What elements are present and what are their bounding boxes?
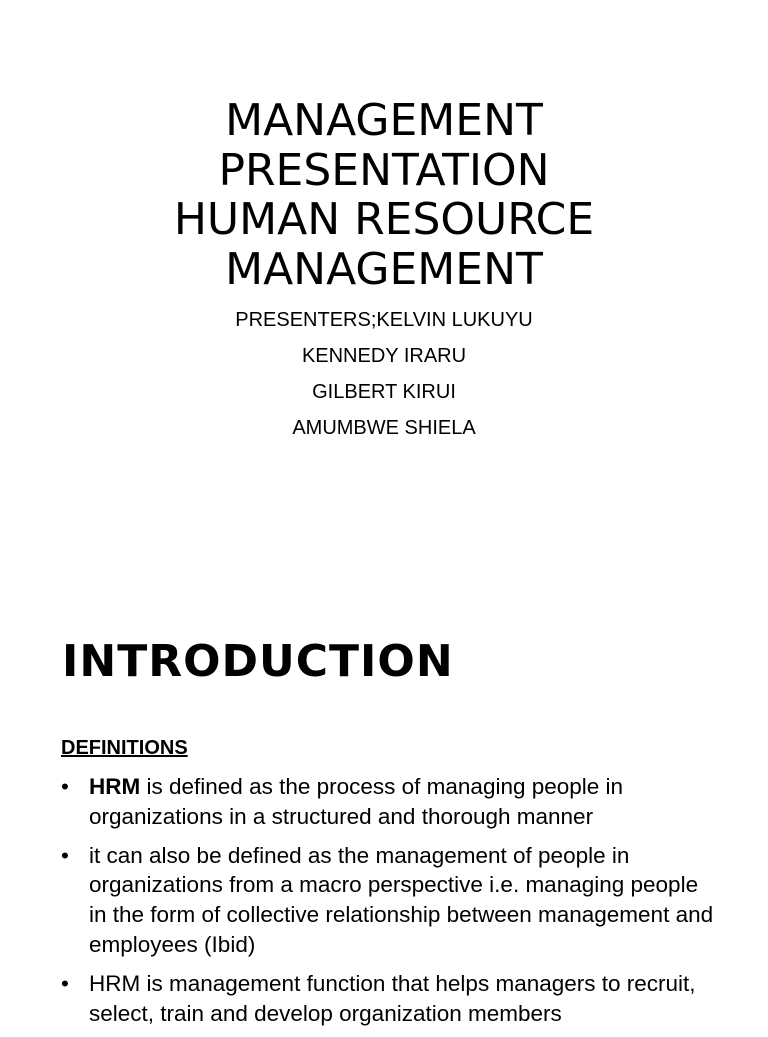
bullet-icon: • <box>61 842 69 868</box>
title-line: PRESENTATION <box>218 144 550 196</box>
introduction-slide <box>0 576 768 1024</box>
presentation-title <box>0 96 768 294</box>
bullet-text: HRM is management function that helps managers to recruit, select, train and develop organization members <box>89 970 696 1026</box>
bullet-icon: • <box>61 774 69 799</box>
bullet-text: it can also be defined as the management of people in organizations from a macro perspective i.e. managing people in the form of collective relationship between management and employees (Ibid) <box>89 842 714 957</box>
bold-term: HRM <box>89 774 141 799</box>
presenter-list <box>0 302 768 446</box>
presenter-name: GILBERT KIRUI <box>312 381 456 403</box>
bullet-text: is defined as the process of managing people in organizations in a structured and thorough manner <box>89 774 624 829</box>
bullet-list <box>61 772 721 1037</box>
title-line: MANAGEMENT <box>225 95 543 146</box>
slide-heading: INTRODUCTION <box>62 636 454 687</box>
bullet-icon: • <box>61 970 69 996</box>
presenter-name: KENNEDY IRARU <box>301 345 467 367</box>
bullet-item <box>61 969 721 1029</box>
bullet-item <box>61 841 721 960</box>
title-line: HUMAN RESOURCE <box>173 194 595 245</box>
bullet-item <box>61 772 721 832</box>
definitions-label: DEFINITIONS <box>61 737 188 759</box>
presenter-name: PRESENTERS;KELVIN LUKUYU <box>235 309 533 331</box>
title-line: MANAGEMENT <box>225 243 543 295</box>
presenter-name: AMUMBWE SHIELA <box>292 417 476 439</box>
